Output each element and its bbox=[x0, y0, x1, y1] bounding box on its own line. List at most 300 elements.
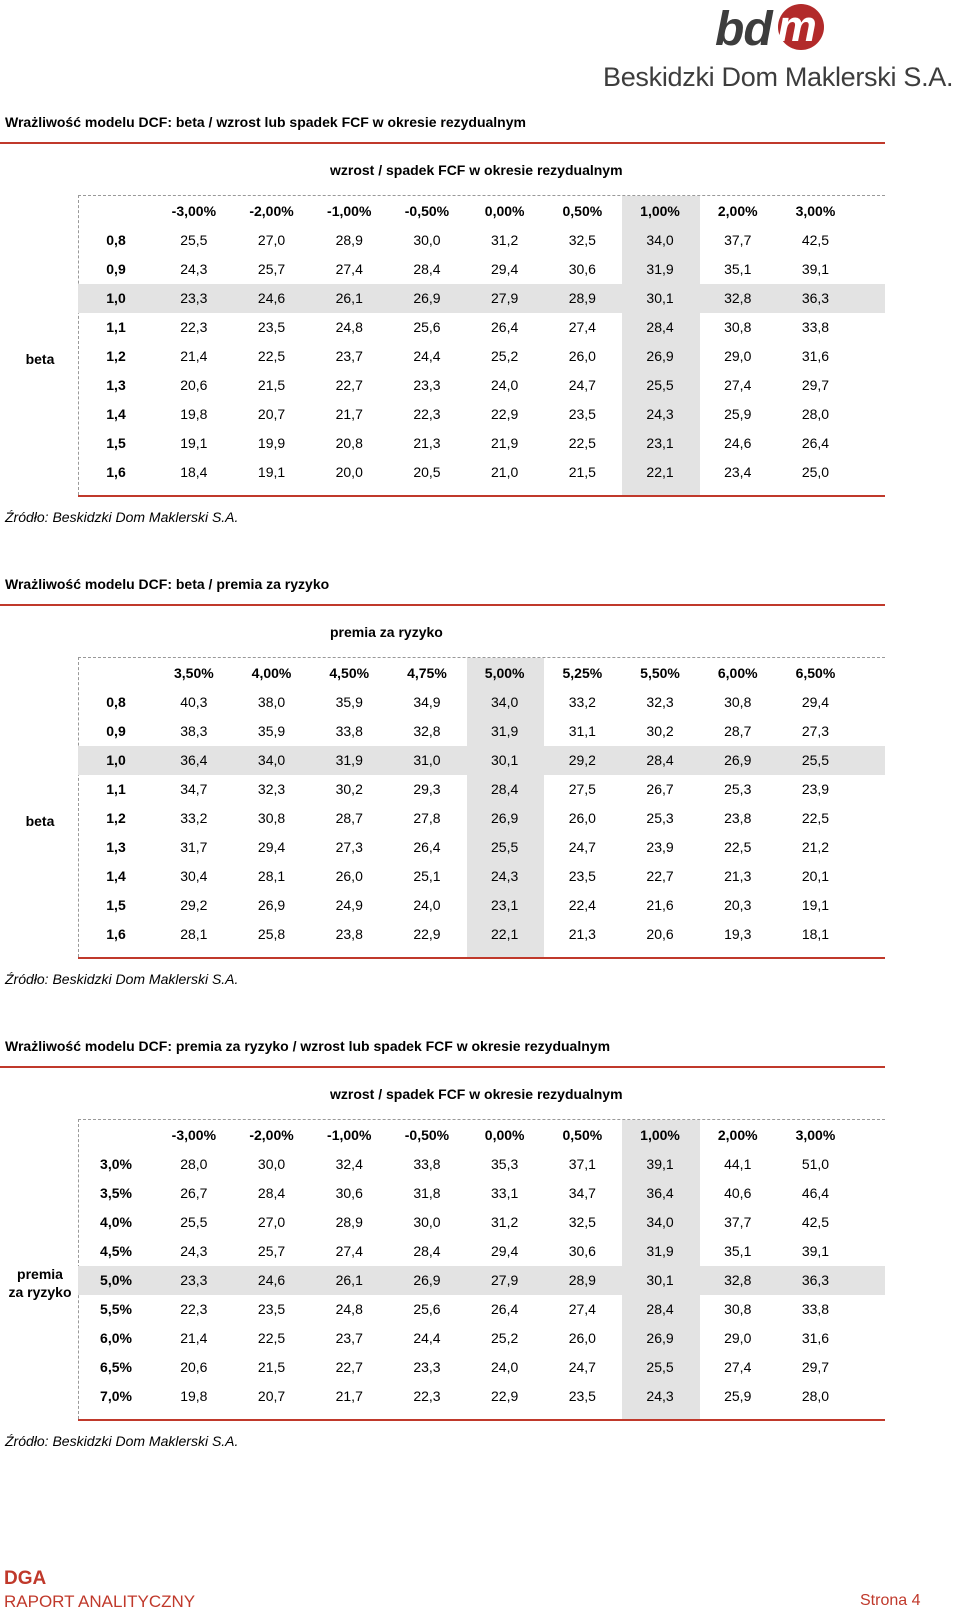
table-cell: 38,0 bbox=[257, 694, 286, 710]
table-header: wzrost / spadek FCF w okresie rezydualnym bbox=[330, 162, 623, 178]
table-cell: 38,3 bbox=[180, 723, 208, 739]
table-cell: 33,8 bbox=[801, 1301, 830, 1317]
table-cell: 30,2 bbox=[646, 723, 674, 739]
row-label: 0,9 bbox=[106, 723, 126, 739]
source-note: Źródło: Beskidzki Dom Maklerski S.A. bbox=[5, 971, 239, 987]
table-cell: 23,5 bbox=[568, 1388, 596, 1404]
table-cell: 19,1 bbox=[180, 435, 208, 451]
table-cell: 32,4 bbox=[335, 1156, 363, 1172]
table-cell: 23,5 bbox=[257, 319, 286, 335]
company-logo bbox=[600, 0, 960, 100]
row-label: 1,1 bbox=[106, 319, 126, 335]
table-cell: 27,0 bbox=[257, 232, 286, 248]
table-cell: 19,1 bbox=[257, 464, 286, 480]
table-cell: 24,9 bbox=[335, 897, 363, 913]
table-cell: 27,8 bbox=[413, 810, 441, 826]
row-label: 1,5 bbox=[106, 897, 126, 913]
table-cell: 35,9 bbox=[257, 723, 286, 739]
table-cell: 21,3 bbox=[413, 435, 441, 451]
table-cell: 31,9 bbox=[491, 723, 519, 739]
table-cell: 24,3 bbox=[646, 406, 674, 422]
table-cell: 39,1 bbox=[646, 1156, 674, 1172]
table-cell: 44,1 bbox=[724, 1156, 752, 1172]
table-cell: 23,5 bbox=[568, 406, 596, 422]
table-cell: 31,9 bbox=[646, 1243, 674, 1259]
table-cell: 37,7 bbox=[724, 232, 752, 248]
table-cell: 29,4 bbox=[491, 261, 519, 277]
table-cell: 22,5 bbox=[801, 810, 830, 826]
table-cell: 25,1 bbox=[413, 868, 441, 884]
table-cell: 22,5 bbox=[724, 839, 752, 855]
table-cell: 29,7 bbox=[801, 1359, 830, 1375]
title-rule bbox=[0, 1066, 885, 1068]
table-cell: 24,7 bbox=[568, 377, 596, 393]
table-title: Wrażliwość modelu DCF: beta / premia za ryzyko bbox=[5, 576, 330, 592]
table-cell: 30,2 bbox=[335, 781, 363, 797]
table-cell: 29,4 bbox=[257, 839, 286, 855]
table-cell: 22,5 bbox=[257, 1330, 286, 1346]
table-cell: 24,8 bbox=[335, 319, 363, 335]
table-cell: 28,1 bbox=[180, 926, 208, 942]
table-cell: 23,3 bbox=[180, 290, 208, 306]
table-cell: 31,2 bbox=[491, 1214, 519, 1230]
table-cell: 26,0 bbox=[568, 348, 596, 364]
table-cell: 27,0 bbox=[257, 1214, 286, 1230]
table-cell: 26,9 bbox=[646, 1330, 674, 1346]
table-cell: 28,4 bbox=[646, 319, 674, 335]
row-label: 1,3 bbox=[106, 839, 126, 855]
table-cell: 32,5 bbox=[568, 232, 596, 248]
table-cell: 22,5 bbox=[568, 435, 596, 451]
column-header: 0,50% bbox=[562, 203, 603, 219]
table-cell: 29,4 bbox=[801, 694, 830, 710]
table-cell: 29,0 bbox=[724, 1330, 752, 1346]
table-cell: 30,0 bbox=[413, 1214, 441, 1230]
row-label: 1,4 bbox=[106, 868, 126, 884]
table-cell: 33,2 bbox=[180, 810, 208, 826]
table-cell: 28,4 bbox=[257, 1185, 286, 1201]
table-cell: 26,0 bbox=[335, 868, 363, 884]
table-cell: 25,0 bbox=[801, 464, 830, 480]
table-cell: 21,3 bbox=[724, 868, 752, 884]
table-cell: 26,0 bbox=[568, 1330, 596, 1346]
table-cell: 33,2 bbox=[568, 694, 596, 710]
table-cell: 35,1 bbox=[724, 1243, 752, 1259]
table-cell: 22,1 bbox=[491, 926, 519, 942]
table-cell: 23,5 bbox=[568, 868, 596, 884]
table-cell: 28,4 bbox=[413, 1243, 441, 1259]
table-cell: 28,0 bbox=[801, 406, 830, 422]
table-cell: 25,9 bbox=[724, 406, 752, 422]
left-dashed-line bbox=[78, 195, 79, 495]
table-cell: 23,3 bbox=[180, 1272, 208, 1288]
table-cell: 22,7 bbox=[646, 868, 674, 884]
table-cell: 23,7 bbox=[335, 348, 363, 364]
table-cell: 23,4 bbox=[724, 464, 752, 480]
table-cell: 19,8 bbox=[180, 406, 208, 422]
table-cell: 23,3 bbox=[413, 377, 441, 393]
table-cell: 25,7 bbox=[257, 261, 286, 277]
column-header: 2,00% bbox=[717, 203, 758, 219]
column-header: -2,00% bbox=[249, 203, 294, 219]
table-cell: 34,0 bbox=[491, 694, 519, 710]
table-cell: 28,9 bbox=[335, 1214, 363, 1230]
column-header: 3,00% bbox=[795, 203, 836, 219]
source-note: Źródło: Beskidzki Dom Maklerski S.A. bbox=[5, 1433, 239, 1449]
source-note: Źródło: Beskidzki Dom Maklerski S.A. bbox=[5, 509, 239, 525]
table-cell: 22,9 bbox=[491, 1388, 519, 1404]
row-label: 1,2 bbox=[106, 348, 126, 364]
column-header: 4,75% bbox=[407, 665, 447, 681]
table-cell: 51,0 bbox=[801, 1156, 830, 1172]
table-cell: 22,5 bbox=[257, 348, 286, 364]
footer-left bbox=[4, 1568, 195, 1612]
table-cell: 22,3 bbox=[413, 406, 441, 422]
table-cell: 24,0 bbox=[491, 1359, 519, 1375]
row-label: 0,8 bbox=[106, 694, 126, 710]
table-cell: 20,3 bbox=[724, 897, 752, 913]
table-cell: 34,0 bbox=[646, 232, 674, 248]
table-cell: 23,5 bbox=[257, 1301, 286, 1317]
table-cell: 34,7 bbox=[568, 1185, 596, 1201]
column-header: -1,00% bbox=[327, 1127, 372, 1143]
row-label: 5,5% bbox=[100, 1301, 132, 1317]
column-header: -3,00% bbox=[171, 1127, 217, 1143]
table-cell: 37,1 bbox=[568, 1156, 596, 1172]
table-cell: 33,8 bbox=[413, 1156, 441, 1172]
table-cell: 40,6 bbox=[724, 1185, 752, 1201]
table-cell: 27,3 bbox=[801, 723, 830, 739]
table-cell: 26,1 bbox=[335, 290, 363, 306]
table-cell: 22,3 bbox=[413, 1388, 441, 1404]
table-cell: 29,3 bbox=[413, 781, 441, 797]
table-cell: 32,8 bbox=[724, 290, 752, 306]
table-cell: 24,6 bbox=[257, 1272, 286, 1288]
table-cell: 36,3 bbox=[801, 290, 830, 306]
table-cell: 30,8 bbox=[724, 319, 752, 335]
table-cell: 28,0 bbox=[180, 1156, 208, 1172]
table-cell: 24,6 bbox=[724, 435, 752, 451]
table-cell: 31,9 bbox=[646, 261, 674, 277]
footer-page-number: Strona 4 bbox=[860, 1592, 921, 1609]
table-cell: 20,5 bbox=[413, 464, 441, 480]
table-cell: 30,6 bbox=[335, 1185, 363, 1201]
side-axis-label-line: beta bbox=[25, 812, 55, 829]
table-cell: 25,5 bbox=[491, 839, 519, 855]
column-header: 0,50% bbox=[562, 1127, 603, 1143]
column-header: 1,00% bbox=[640, 1127, 680, 1143]
table-cell: 26,9 bbox=[413, 290, 441, 306]
table-cell: 27,4 bbox=[335, 261, 363, 277]
table-cell: 30,4 bbox=[180, 868, 208, 884]
table-cell: 28,7 bbox=[724, 723, 752, 739]
table-cell: 20,1 bbox=[801, 868, 830, 884]
table-cell: 23,8 bbox=[335, 926, 363, 942]
row-label: 0,8 bbox=[106, 232, 126, 248]
column-header: -1,00% bbox=[327, 203, 372, 219]
table-cell: 35,9 bbox=[335, 694, 363, 710]
table-cell: 27,3 bbox=[335, 839, 363, 855]
table-cell: 29,4 bbox=[491, 1243, 519, 1259]
table-cell: 21,5 bbox=[257, 377, 286, 393]
side-axis-label-line: beta bbox=[25, 350, 55, 367]
column-header: 5,00% bbox=[484, 665, 525, 681]
table-cell: 25,2 bbox=[491, 348, 519, 364]
table-cell: 28,4 bbox=[413, 261, 441, 277]
table-cell: 25,5 bbox=[801, 752, 830, 768]
column-header: 3,00% bbox=[795, 1127, 836, 1143]
column-header: -0,50% bbox=[404, 203, 450, 219]
side-axis-label bbox=[0, 1265, 80, 1301]
table-cell: 21,5 bbox=[568, 464, 596, 480]
table-cell: 26,4 bbox=[491, 1301, 519, 1317]
table-cell: 31,1 bbox=[568, 723, 596, 739]
table-header: premia za ryzyko bbox=[330, 624, 443, 640]
table-cell: 22,7 bbox=[335, 1359, 363, 1375]
table-cell: 24,3 bbox=[646, 1388, 674, 1404]
table-cell: 28,9 bbox=[335, 232, 363, 248]
company-name: Beskidzki Dom Maklerski S.A. bbox=[603, 62, 954, 92]
side-axis-label-line: premia bbox=[17, 1265, 63, 1282]
table-cell: 26,9 bbox=[491, 810, 519, 826]
table-cell: 30,8 bbox=[257, 810, 286, 826]
table-cell: 31,6 bbox=[801, 1330, 830, 1346]
table-header: wzrost / spadek FCF w okresie rezydualnym bbox=[330, 1086, 623, 1102]
table-cell: 26,0 bbox=[568, 810, 596, 826]
column-header: 3,50% bbox=[173, 665, 214, 681]
row-label: 1,0 bbox=[106, 290, 126, 306]
title-rule bbox=[0, 604, 885, 606]
table-cell: 18,1 bbox=[801, 926, 830, 942]
table-cell: 39,1 bbox=[801, 1243, 830, 1259]
row-label: 1,6 bbox=[106, 464, 126, 480]
table-cell: 24,0 bbox=[491, 377, 519, 393]
row-label: 4,0% bbox=[100, 1214, 132, 1230]
row-label: 6,0% bbox=[100, 1330, 132, 1346]
row-label: 0,9 bbox=[106, 261, 126, 277]
table-cell: 26,7 bbox=[180, 1185, 208, 1201]
table-cell: 36,4 bbox=[646, 1185, 674, 1201]
table-cell: 22,3 bbox=[180, 319, 208, 335]
title-rule bbox=[0, 142, 885, 144]
column-header: 6,00% bbox=[717, 665, 758, 681]
table-cell: 21,9 bbox=[491, 435, 519, 451]
table-cell: 19,3 bbox=[724, 926, 752, 942]
table-cell: 23,1 bbox=[491, 897, 519, 913]
table-cell: 21,4 bbox=[180, 348, 208, 364]
table-cell: 20,8 bbox=[335, 435, 363, 451]
footer-ticker: DGA bbox=[4, 1568, 47, 1589]
table-cell: 19,1 bbox=[801, 897, 830, 913]
table-cell: 42,5 bbox=[801, 1214, 830, 1230]
table-cell: 21,2 bbox=[801, 839, 830, 855]
table-cell: 25,7 bbox=[257, 1243, 286, 1259]
table-cell: 46,4 bbox=[801, 1185, 830, 1201]
table-cell: 28,4 bbox=[646, 1301, 674, 1317]
table-cell: 22,1 bbox=[646, 464, 674, 480]
table-cell: 26,4 bbox=[413, 839, 441, 855]
table-cell: 28,0 bbox=[801, 1388, 830, 1404]
table-cell: 39,1 bbox=[801, 261, 830, 277]
table-cell: 24,3 bbox=[180, 261, 208, 277]
table-cell: 22,7 bbox=[335, 377, 363, 393]
column-header: 2,00% bbox=[717, 1127, 758, 1143]
table-cell: 19,9 bbox=[257, 435, 286, 451]
side-axis-label bbox=[0, 812, 80, 830]
table-cell: 26,1 bbox=[335, 1272, 363, 1288]
column-header: 4,50% bbox=[329, 665, 370, 681]
table-cell: 31,2 bbox=[491, 232, 519, 248]
table-cell: 21,5 bbox=[257, 1359, 286, 1375]
table-cell: 29,0 bbox=[724, 348, 752, 364]
table-cell: 22,3 bbox=[180, 1301, 208, 1317]
table-cell: 34,9 bbox=[413, 694, 441, 710]
column-header: 4,00% bbox=[251, 665, 292, 681]
row-label: 1,5 bbox=[106, 435, 126, 451]
table-cell: 27,5 bbox=[568, 781, 596, 797]
bottom-rule bbox=[78, 495, 885, 497]
table-cell: 22,9 bbox=[491, 406, 519, 422]
table-cell: 25,8 bbox=[257, 926, 286, 942]
table-title: Wrażliwość modelu DCF: premia za ryzyko / wzrost lub spadek FCF w okresie rezydualnym bbox=[5, 1038, 611, 1054]
table-cell: 27,4 bbox=[568, 1301, 596, 1317]
table-cell: 37,7 bbox=[724, 1214, 752, 1230]
table-cell: 23,7 bbox=[335, 1330, 363, 1346]
table-cell: 26,9 bbox=[646, 348, 674, 364]
table-cell: 27,4 bbox=[724, 377, 752, 393]
row-label: 1,4 bbox=[106, 406, 126, 422]
row-label: 1,0 bbox=[106, 752, 126, 768]
table-cell: 34,0 bbox=[257, 752, 286, 768]
table-cell: 35,3 bbox=[491, 1156, 519, 1172]
column-header: -3,00% bbox=[171, 203, 217, 219]
table-cell: 31,0 bbox=[413, 752, 441, 768]
table-cell: 40,3 bbox=[180, 694, 208, 710]
table-cell: 34,7 bbox=[180, 781, 208, 797]
row-label: 5,0% bbox=[100, 1272, 132, 1288]
table-cell: 24,7 bbox=[568, 1359, 596, 1375]
table-cell: 24,6 bbox=[257, 290, 286, 306]
table-cell: 23,1 bbox=[646, 435, 674, 451]
table-cell: 24,4 bbox=[413, 348, 441, 364]
table-cell: 33,8 bbox=[335, 723, 363, 739]
table-cell: 25,2 bbox=[491, 1330, 519, 1346]
column-header: -2,00% bbox=[249, 1127, 294, 1143]
table-cell: 26,4 bbox=[491, 319, 519, 335]
table-cell: 19,8 bbox=[180, 1388, 208, 1404]
table-cell: 20,7 bbox=[257, 406, 286, 422]
table-cell: 21,7 bbox=[335, 406, 363, 422]
table-cell: 26,9 bbox=[724, 752, 752, 768]
table-cell: 42,5 bbox=[801, 232, 830, 248]
table-cell: 20,6 bbox=[180, 1359, 208, 1375]
table-cell: 24,3 bbox=[180, 1243, 208, 1259]
row-label: 7,0% bbox=[100, 1388, 132, 1404]
table-cell: 20,0 bbox=[335, 464, 363, 480]
table-cell: 36,4 bbox=[180, 752, 208, 768]
table-cell: 25,9 bbox=[724, 1388, 752, 1404]
table-cell: 32,8 bbox=[413, 723, 441, 739]
table-cell: 28,9 bbox=[568, 290, 596, 306]
table-cell: 21,7 bbox=[335, 1388, 363, 1404]
table-cell: 18,4 bbox=[180, 464, 208, 480]
table-cell: 36,3 bbox=[801, 1272, 830, 1288]
table-cell: 27,9 bbox=[491, 290, 519, 306]
table-cell: 30,0 bbox=[413, 232, 441, 248]
table-cell: 25,6 bbox=[413, 319, 441, 335]
table-cell: 21,3 bbox=[568, 926, 596, 942]
table-cell: 29,2 bbox=[180, 897, 208, 913]
table-cell: 23,3 bbox=[413, 1359, 441, 1375]
table-cell: 25,3 bbox=[646, 810, 674, 826]
table-cell: 31,7 bbox=[180, 839, 208, 855]
table-cell: 30,8 bbox=[724, 694, 752, 710]
table-cell: 27,4 bbox=[335, 1243, 363, 1259]
row-label: 3,5% bbox=[100, 1185, 132, 1201]
table-cell: 23,9 bbox=[646, 839, 674, 855]
table-cell: 27,4 bbox=[724, 1359, 752, 1375]
table-cell: 20,7 bbox=[257, 1388, 286, 1404]
table-cell: 30,6 bbox=[568, 261, 596, 277]
left-dashed-line bbox=[78, 657, 79, 957]
column-header: 6,50% bbox=[795, 665, 836, 681]
table-cell: 30,1 bbox=[646, 1272, 674, 1288]
table-cell: 30,0 bbox=[257, 1156, 286, 1172]
table-cell: 31,9 bbox=[335, 752, 363, 768]
table-cell: 25,5 bbox=[180, 232, 208, 248]
row-label: 1,3 bbox=[106, 377, 126, 393]
table-cell: 29,7 bbox=[801, 377, 830, 393]
row-label: 1,1 bbox=[106, 781, 126, 797]
bdm-logo-mark: bd m bbox=[715, 2, 828, 57]
table-cell: 30,1 bbox=[491, 752, 519, 768]
table-cell: 22,9 bbox=[413, 926, 441, 942]
table-cell: 28,1 bbox=[257, 868, 286, 884]
side-axis-label-line: za ryzyko bbox=[8, 1283, 72, 1300]
bottom-rule bbox=[78, 1419, 885, 1421]
table-cell: 24,3 bbox=[491, 868, 519, 884]
table-cell: 32,8 bbox=[724, 1272, 752, 1288]
table-cell: 33,8 bbox=[801, 319, 830, 335]
column-header: 0,00% bbox=[484, 203, 525, 219]
column-header: -0,50% bbox=[404, 1127, 450, 1143]
table-cell: 28,4 bbox=[491, 781, 519, 797]
table-cell: 22,4 bbox=[568, 897, 596, 913]
table-cell: 27,4 bbox=[568, 319, 596, 335]
table-cell: 26,7 bbox=[646, 781, 674, 797]
table-cell: 20,6 bbox=[646, 926, 674, 942]
table-cell: 21,4 bbox=[180, 1330, 208, 1346]
table-cell: 26,9 bbox=[413, 1272, 441, 1288]
table-cell: 24,4 bbox=[413, 1330, 441, 1346]
header-dashed-line bbox=[78, 195, 885, 196]
bottom-rule bbox=[78, 957, 885, 959]
table-cell: 33,1 bbox=[491, 1185, 519, 1201]
table-title: Wrażliwość modelu DCF: beta / wzrost lub spadek FCF w okresie rezydualnym bbox=[5, 114, 526, 130]
row-label: 1,6 bbox=[106, 926, 126, 942]
table-cell: 30,6 bbox=[568, 1243, 596, 1259]
table-cell: 25,3 bbox=[724, 781, 752, 797]
table-cell: 24,0 bbox=[413, 897, 441, 913]
table-cell: 20,6 bbox=[180, 377, 208, 393]
row-label: 1,2 bbox=[106, 810, 126, 826]
table-cell: 29,2 bbox=[568, 752, 596, 768]
table-cell: 32,5 bbox=[568, 1214, 596, 1230]
table-cell: 28,9 bbox=[568, 1272, 596, 1288]
table-cell: 32,3 bbox=[646, 694, 674, 710]
column-header: 5,25% bbox=[562, 665, 603, 681]
table-cell: 23,9 bbox=[801, 781, 830, 797]
